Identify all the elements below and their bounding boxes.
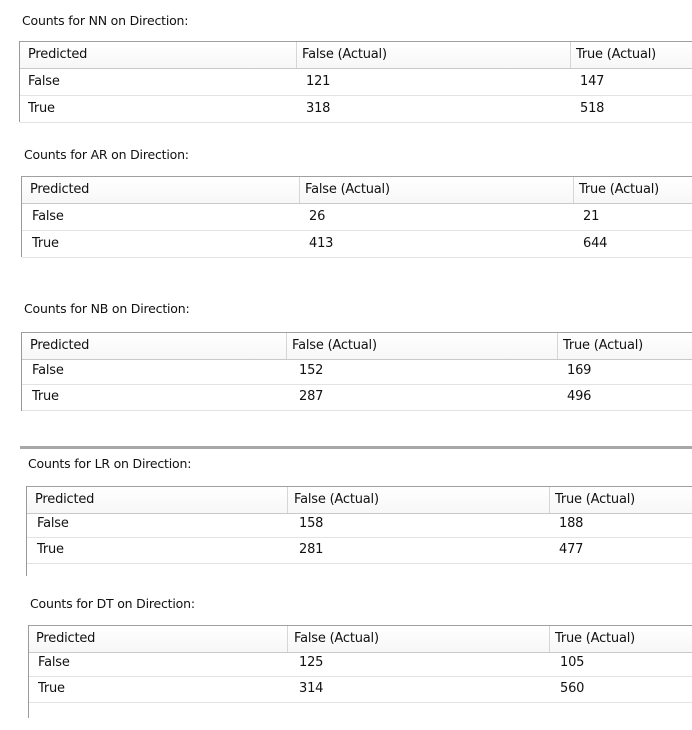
cell-true-false: 318 [306, 101, 331, 116]
cell-true-false: 281 [299, 542, 324, 557]
table-title-nn: Counts for NN on Direction: [22, 13, 189, 28]
table-row-true[interactable] [29, 676, 692, 703]
header-row [29, 625, 692, 653]
header-row [22, 176, 692, 204]
table-row-true[interactable] [22, 384, 692, 411]
cell-false-true: 147 [580, 74, 605, 89]
cell-false-false: 158 [299, 516, 324, 531]
cell-false-false: 121 [306, 74, 331, 89]
confusion-table-ar [21, 176, 692, 257]
table-row-true[interactable] [22, 231, 692, 258]
cell-false-true: 188 [559, 516, 584, 531]
table-row-true[interactable] [20, 96, 692, 123]
header-true-actual[interactable]: True (Actual) [576, 47, 657, 62]
header-true-actual[interactable]: True (Actual) [555, 631, 636, 646]
table-row-true[interactable] [27, 537, 692, 564]
column-divider[interactable] [299, 177, 300, 203]
column-divider[interactable] [570, 42, 571, 68]
cell-false-false: 125 [299, 655, 324, 670]
cell-false-true: 169 [567, 363, 592, 378]
row-label-false: False [28, 74, 60, 89]
cell-false-true: 105 [560, 655, 585, 670]
header-row [27, 486, 692, 514]
header-false-actual[interactable]: False (Actual) [292, 338, 377, 353]
header-false-actual[interactable]: False (Actual) [294, 631, 379, 646]
row-label-false: False [32, 209, 64, 224]
column-divider[interactable] [549, 487, 550, 513]
cell-true-true: 560 [560, 681, 585, 696]
header-true-actual[interactable]: True (Actual) [555, 492, 636, 507]
header-true-actual[interactable]: True (Actual) [579, 182, 660, 197]
header-false-actual[interactable]: False (Actual) [294, 492, 379, 507]
confusion-table-lr [26, 486, 692, 576]
column-divider[interactable] [573, 177, 574, 203]
column-divider[interactable] [287, 487, 288, 513]
confusion-table-nn [19, 41, 692, 122]
cell-true-true: 644 [583, 236, 608, 251]
header-false-actual[interactable]: False (Actual) [302, 47, 387, 62]
table-row-false[interactable] [29, 650, 692, 677]
table-row-false[interactable] [27, 511, 692, 538]
cell-true-true: 518 [580, 101, 605, 116]
table-title-lr: Counts for LR on Direction: [28, 456, 192, 471]
header-predicted[interactable]: Predicted [30, 182, 90, 197]
confusion-table-nb [21, 332, 692, 411]
row-label-false: False [37, 516, 69, 531]
header-predicted[interactable]: Predicted [36, 631, 96, 646]
header-row [20, 41, 692, 69]
row-label-true: True [32, 236, 59, 251]
column-divider[interactable] [287, 626, 288, 652]
column-divider[interactable] [286, 333, 287, 359]
header-predicted[interactable]: Predicted [30, 338, 90, 353]
header-true-actual[interactable]: True (Actual) [563, 338, 644, 353]
row-label-true: True [32, 389, 59, 404]
column-divider[interactable] [549, 626, 550, 652]
table-row-false[interactable] [22, 204, 692, 231]
header-predicted[interactable]: Predicted [28, 47, 88, 62]
cell-false-false: 26 [309, 209, 326, 224]
confusion-table-dt [28, 625, 692, 718]
cell-false-false: 152 [299, 363, 324, 378]
cell-false-true: 21 [583, 209, 600, 224]
row-label-false: False [32, 363, 64, 378]
cell-true-true: 477 [559, 542, 584, 557]
row-label-true: True [37, 542, 64, 557]
row-label-false: False [38, 655, 70, 670]
table-title-nb: Counts for NB on Direction: [24, 301, 190, 316]
cell-true-true: 496 [567, 389, 592, 404]
column-divider[interactable] [557, 333, 558, 359]
table-title-dt: Counts for DT on Direction: [30, 596, 195, 611]
header-row [22, 332, 692, 360]
cell-true-false: 287 [299, 389, 324, 404]
cell-true-false: 413 [309, 236, 334, 251]
header-false-actual[interactable]: False (Actual) [305, 182, 390, 197]
row-label-true: True [38, 681, 65, 696]
cell-true-false: 314 [299, 681, 324, 696]
table-row-false[interactable] [20, 69, 692, 96]
section-divider [20, 446, 692, 449]
table-title-ar: Counts for AR on Direction: [24, 147, 189, 162]
header-predicted[interactable]: Predicted [35, 492, 95, 507]
row-label-true: True [28, 101, 55, 116]
column-divider[interactable] [296, 42, 297, 68]
table-row-false[interactable] [22, 358, 692, 385]
